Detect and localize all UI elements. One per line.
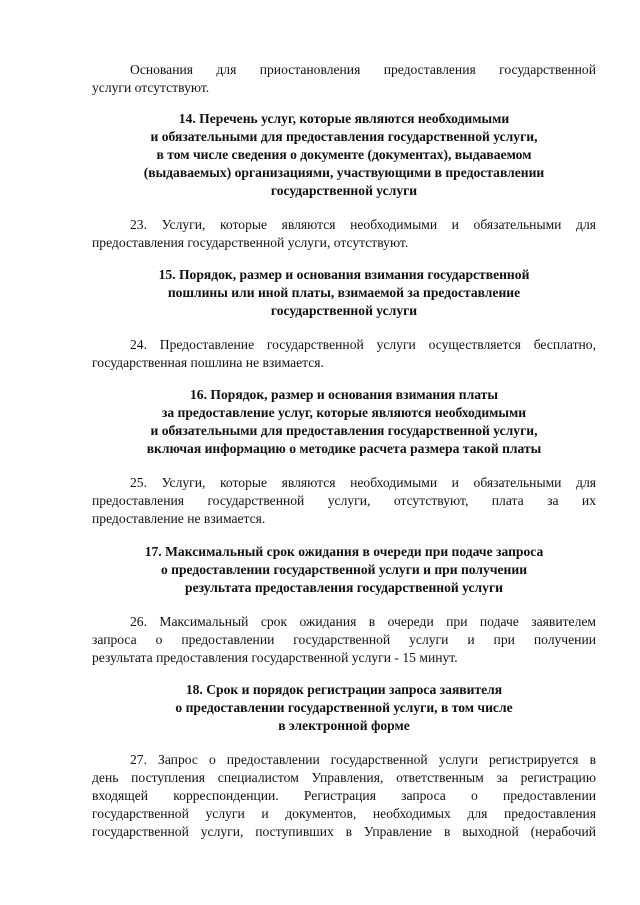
paragraph-25-line: предоставления государственной услуги, отсутствуют, плата за их — [92, 493, 596, 508]
section-14-heading: 14. Перечень услуг, которые являются необходимыми — [178, 111, 510, 126]
paragraph-line: Основания для приостановления предоставления государственной — [130, 62, 596, 77]
paragraph-23-line: 23. Услуги, которые являются необходимыми и обязательными для — [130, 217, 596, 232]
paragraph-27-line: государственной услуги, поступивших в Управление в выходной (нерабочий — [92, 824, 596, 839]
paragraph-25-line: 25. Услуги, которые являются необходимыми и обязательными для — [130, 475, 596, 490]
section-14-heading: (выдаваемых) организациями, участвующими в предоставлении — [143, 165, 545, 180]
section-14-heading: государственной услуги — [270, 183, 418, 198]
section-14-heading: и обязательными для предоставления государственной услуги, — [150, 129, 538, 144]
section-18-heading: о предоставлении государственной услуги, в том числе — [175, 700, 513, 715]
section-16-heading: включая информацию о методике расчета размера такой платы — [146, 441, 542, 456]
paragraph-26-line: 26. Максимальный срок ожидания в очереди при подаче заявителем — [130, 614, 596, 629]
section-17-heading: о предоставлении государственной услуги и при получении — [160, 562, 528, 577]
paragraph-27-line: 27. Запрос о предоставлении государственной услуги регистрируется в — [130, 752, 596, 767]
section-14-heading: в том числе сведения о документе (документах), выдаваемом — [156, 147, 532, 162]
paragraph-24-line: государственная пошлина не взимается. — [92, 355, 324, 370]
paragraph-27-line: день поступления специалистом Управления, ответственным за регистрацию — [92, 770, 596, 785]
section-18-heading: в электронной форме — [278, 718, 410, 733]
section-15-heading: государственной услуги — [270, 303, 418, 318]
paragraph-26-line: запроса о предоставлении государственной услуги и при получении — [92, 632, 596, 647]
section-17-heading: результата предоставления государственной услуги — [185, 580, 503, 595]
paragraph-24-line: 24. Предоставление государственной услуги осуществляется бесплатно, — [130, 337, 596, 352]
section-15-heading: пошлины или иной платы, взимаемой за предоставление — [167, 285, 521, 300]
paragraph-line: услуги отсутствуют. — [92, 80, 210, 95]
paragraph-23-line: предоставления государственной услуги, отсутствуют. — [92, 235, 409, 250]
section-17-heading: 17. Максимальный срок ожидания в очереди при подаче запроса — [144, 544, 544, 559]
paragraph-25-line: предоставление не взимается. — [92, 511, 266, 526]
section-16-heading: за предоставление услуг, которые являются необходимыми — [161, 405, 527, 420]
paragraph-26-line: результата предоставления государственной услуги - 15 минут. — [92, 650, 458, 665]
paragraph-27-line: входящей корреспонденции. Регистрация запроса о предоставлении — [92, 788, 596, 803]
section-18-heading: 18. Срок и порядок регистрации запроса заявителя — [185, 682, 503, 697]
paragraph-27-line: государственной услуги и документов, необходимых для предоставления — [92, 806, 596, 821]
section-16-heading: 16. Порядок, размер и основания взимания платы — [190, 387, 498, 402]
section-16-heading: и обязательными для предоставления государственной услуги, — [150, 423, 538, 438]
section-15-heading: 15. Порядок, размер и основания взимания государственной — [158, 267, 530, 282]
